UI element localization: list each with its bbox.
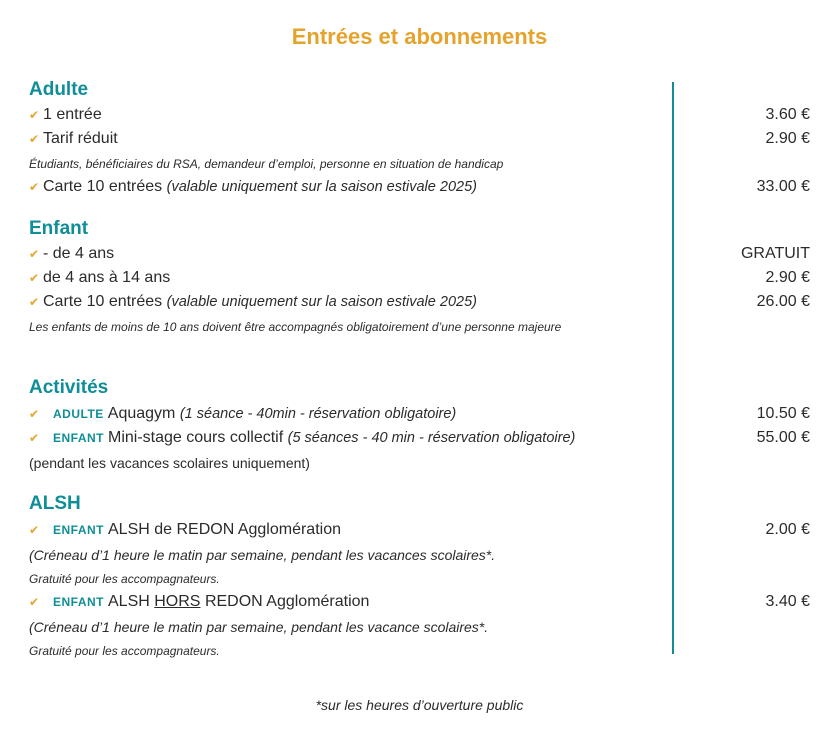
check-icon: ✔: [29, 523, 40, 537]
check-icon: ✔: [29, 132, 40, 146]
price-row: [29, 593, 810, 615]
item-note: (valable uniquement sur la saison estivale 2025): [166, 179, 477, 195]
item-label: de 4 ans à 14 ans: [43, 269, 171, 286]
price-row: [29, 178, 810, 200]
price-row: [29, 130, 810, 152]
price-row: [29, 405, 810, 427]
item-price: 2.00 €: [765, 521, 810, 538]
item-price: 3.60 €: [765, 106, 810, 123]
item-label: 1 entrée: [43, 106, 102, 123]
price-row: [29, 521, 810, 543]
check-icon: ✔: [29, 180, 40, 194]
alsh-schedule-note: (Créneau d’1 heure le matin par semaine, pendant les vacances scolaires*.: [29, 547, 496, 563]
section-heading-alsh: ALSH: [29, 493, 81, 514]
check-icon: ✔: [29, 247, 40, 261]
reduced-rate-note: Étudiants, bénéficiaires du RSA, demandeur d’emploi, personne en situation de handicap: [29, 157, 504, 171]
footnote: *sur les heures d’ouverture public: [315, 697, 524, 713]
price-row: [29, 269, 810, 291]
item-label: - de 4 ans: [43, 245, 115, 262]
item-price: 33.00 €: [756, 178, 810, 195]
price-row: [29, 106, 810, 128]
children-note: Les enfants de moins de 10 ans doivent être accompagnés obligatoirement d’une personne majeure: [29, 320, 562, 334]
item-note: (5 séances - 40 min - réservation obligatoire): [287, 430, 576, 446]
check-icon: ✔: [29, 271, 40, 285]
alsh-schedule-note: (Créneau d’1 heure le matin par semaine, pendant les vacance scolaires*.: [29, 619, 489, 635]
item-price: GRATUIT: [740, 245, 810, 262]
audience-tag: ENFANT: [53, 523, 104, 537]
item-note: (1 séance - 40min - réservation obligatoire): [179, 406, 457, 422]
item-price: 26.00 €: [756, 293, 810, 310]
check-icon: ✔: [29, 407, 40, 421]
alsh-free-note: Gratuité pour les accompagnateurs.: [29, 572, 220, 586]
item-label: Carte 10 entrées: [43, 178, 163, 195]
vertical-divider: [672, 82, 674, 654]
audience-tag: ADULTE: [53, 407, 104, 421]
item-price: 2.90 €: [765, 130, 810, 147]
audience-tag: ENFANT: [53, 431, 104, 445]
price-row: [29, 245, 810, 267]
item-label: Tarif réduit: [43, 130, 118, 147]
item-label: Mini-stage cours collectif: [108, 429, 284, 446]
section-heading-activites: Activités: [29, 377, 109, 398]
item-label: REDON Agglomération: [204, 593, 370, 610]
item-label: Carte 10 entrées: [43, 293, 163, 310]
item-price: 3.40 €: [765, 593, 810, 610]
check-icon: ✔: [29, 108, 40, 122]
section-heading-enfant: Enfant: [29, 218, 89, 239]
item-note: (valable uniquement sur la saison estivale 2025): [166, 294, 477, 310]
page-title: Entrées et abonnements: [291, 24, 548, 49]
item-price: 2.90 €: [765, 269, 810, 286]
price-row: [29, 293, 810, 315]
check-icon: ✔: [29, 295, 40, 309]
item-price: 55.00 €: [756, 429, 810, 446]
item-label: ALSH de REDON Agglomération: [108, 521, 341, 538]
activities-note: (pendant les vacances scolaires uniquement): [29, 455, 310, 471]
check-icon: ✔: [29, 595, 40, 609]
item-label: ALSH: [108, 593, 150, 610]
item-price: 10.50 €: [756, 405, 810, 422]
check-icon: ✔: [29, 431, 40, 445]
section-heading-adulte: Adulte: [29, 79, 89, 100]
audience-tag: ENFANT: [53, 595, 104, 609]
item-label: Aquagym: [107, 405, 176, 422]
alsh-free-note: Gratuité pour les accompagnateurs.: [29, 644, 220, 658]
item-label-emphasis: HORS: [154, 593, 201, 610]
price-row: [29, 429, 810, 451]
